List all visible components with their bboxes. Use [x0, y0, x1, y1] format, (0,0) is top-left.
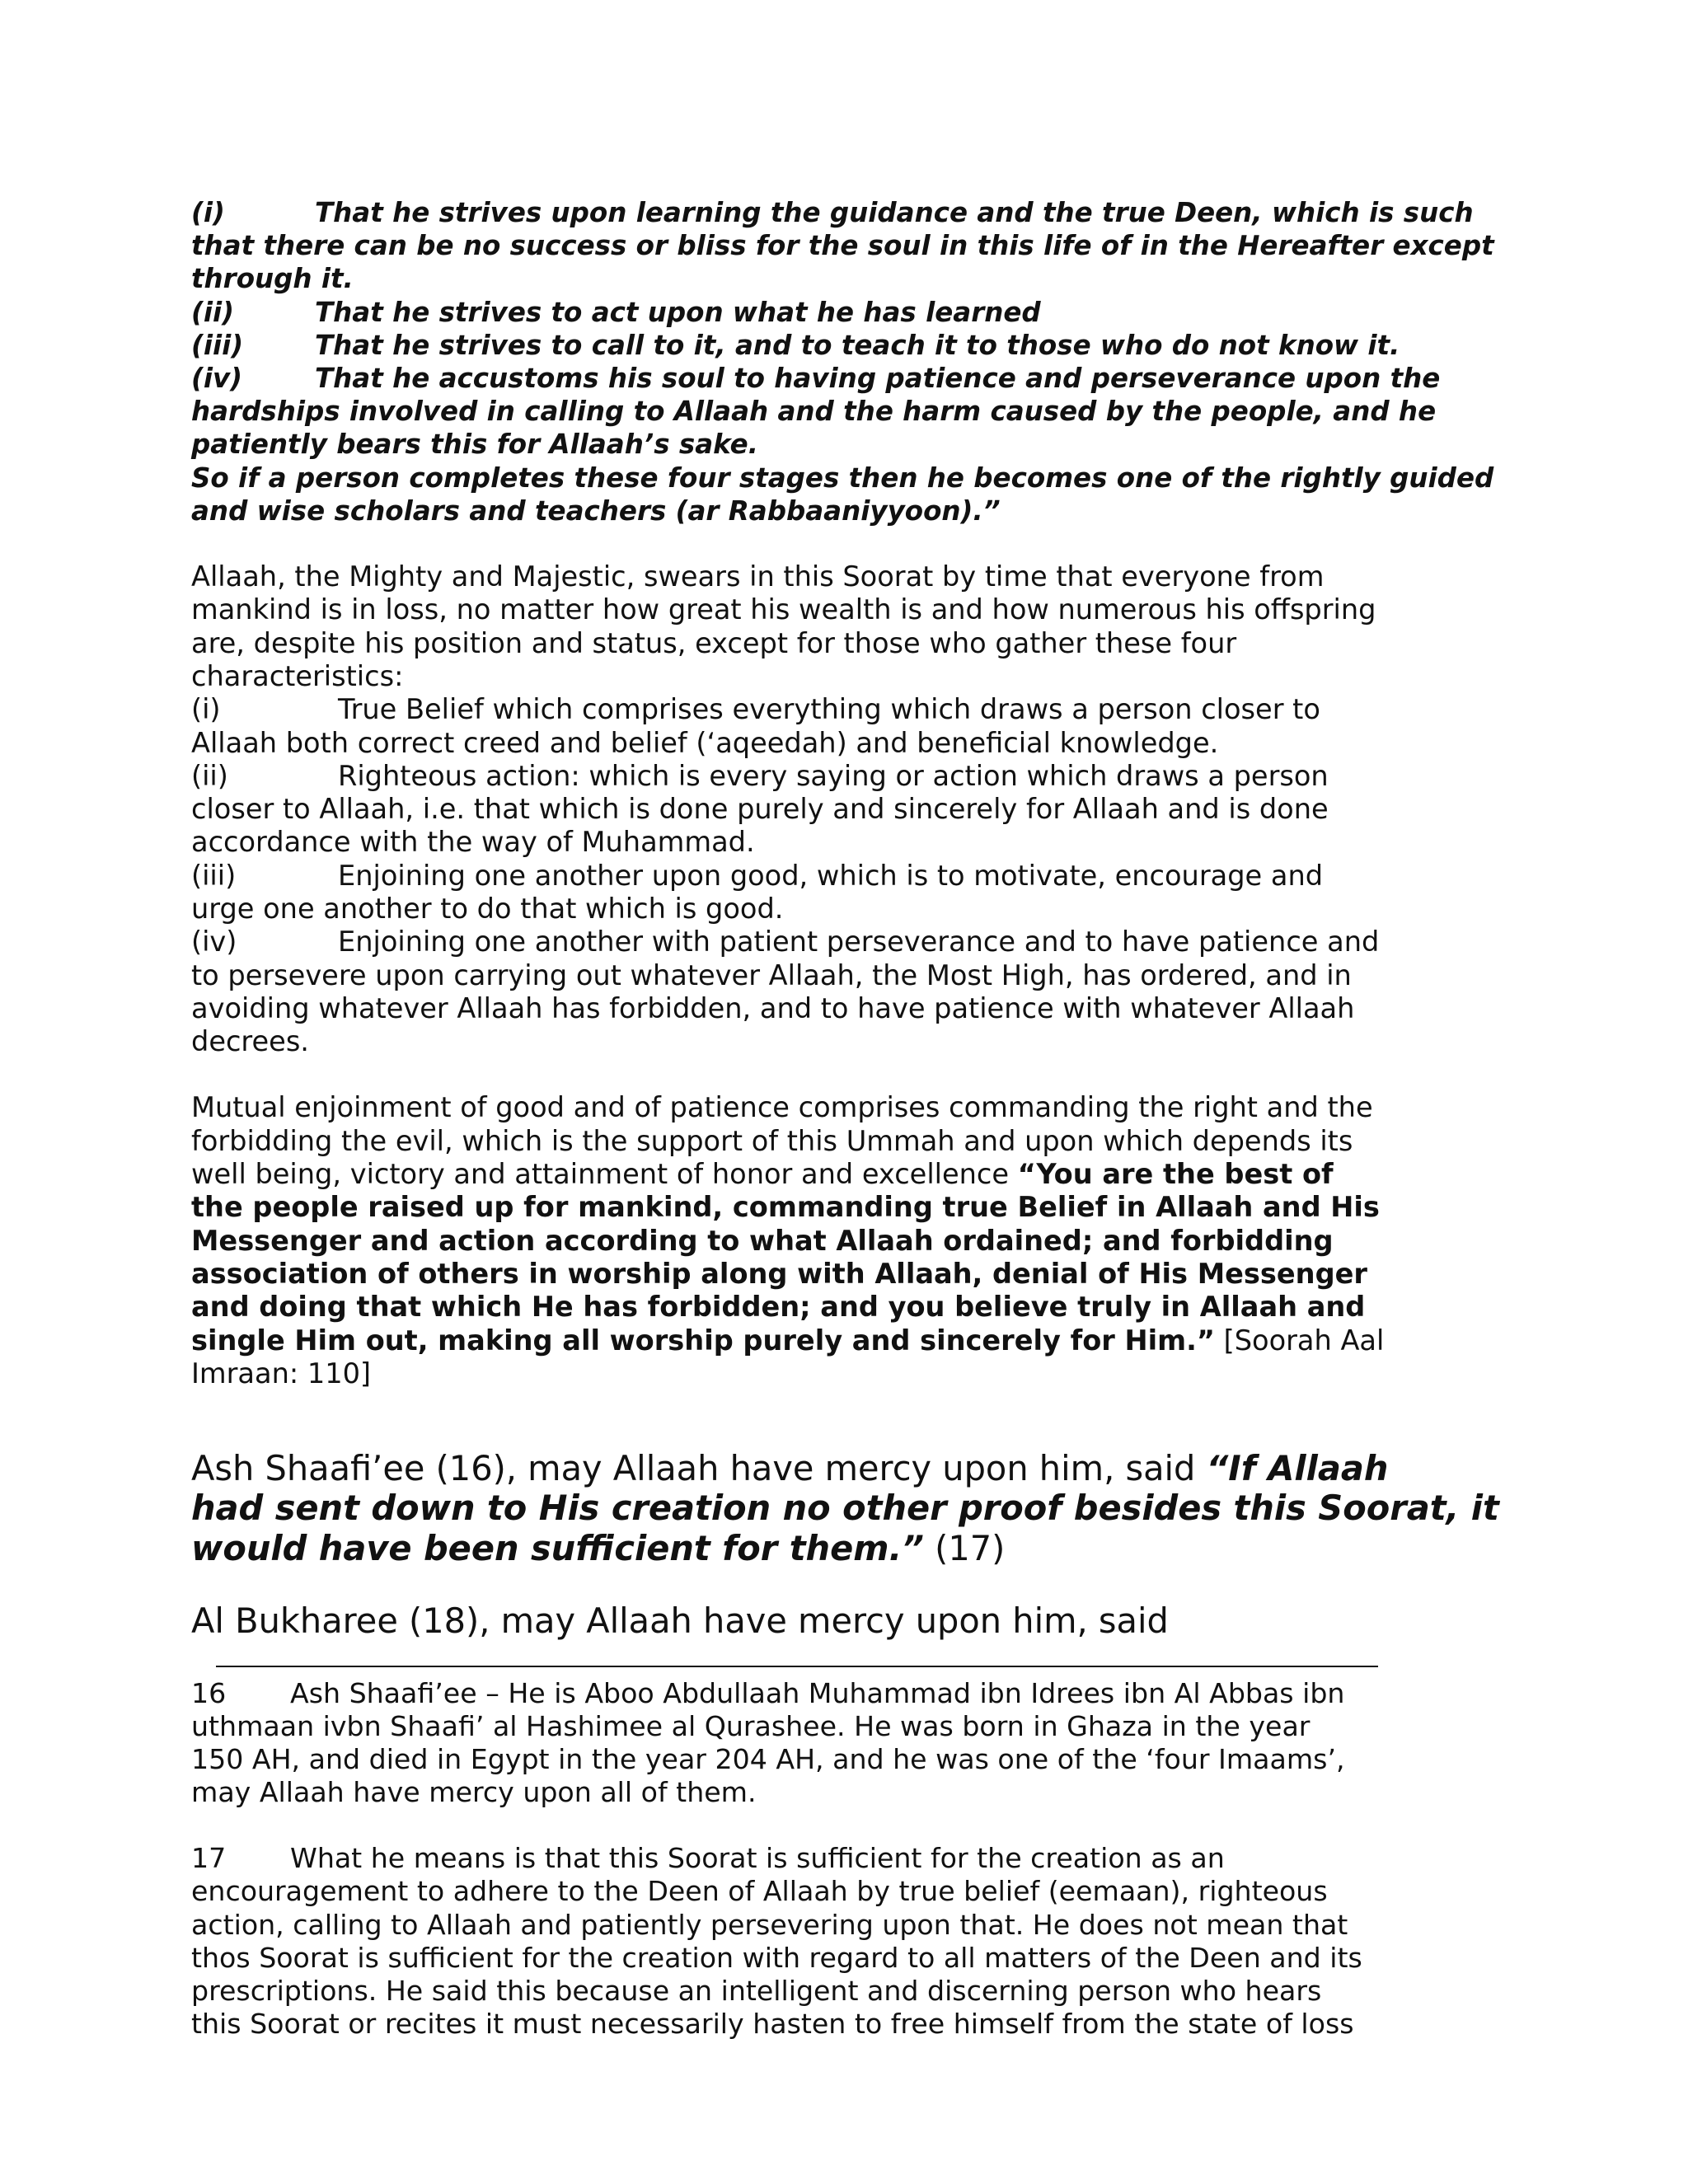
paragraph-mutual-enjoinment	[191, 1091, 1403, 1390]
paragraph-text: characteristics:	[191, 659, 404, 692]
footnote-text: uthmaan ivbn Shaafi’ al Hashimee al Qurashee. He was born in Ghaza in the year	[191, 1710, 1311, 1743]
paragraph-line	[191, 893, 1403, 926]
footnote-line	[191, 1776, 1403, 1809]
item-label: (iii)	[191, 859, 237, 892]
paragraph-line	[191, 693, 1403, 726]
paragraph-text: well being, victory and attainment of honor and excellence	[191, 1158, 1018, 1191]
paragraph-line	[191, 793, 1403, 826]
quote-line	[191, 494, 1403, 527]
verse-quote-line	[191, 1191, 1403, 1224]
paragraph-line	[191, 1324, 1403, 1357]
footnote-text: 150 AH, and died in Egypt in the year 204 AH, and he was one of the ‘four Imaams’,	[191, 1743, 1345, 1776]
paragraph-text: Mutual enjoinment of good and of patience comprises commanding the right and the	[191, 1091, 1373, 1124]
quote-text: hardships involved in calling to Allaah and the harm caused by the people, and he	[191, 396, 1437, 428]
verse-reference: [Soorah Aal	[1214, 1324, 1385, 1357]
paragraph-text: Al Bukharee (18), may Allaah have mercy upon him, said	[191, 1600, 1169, 1641]
paragraph-text: mankind is in loss, no matter how great his wealth is and how numerous his offspring	[191, 593, 1376, 626]
paragraph-soorat-explanation	[191, 560, 1403, 1058]
footnote-text: may Allaah have mercy upon all of them.	[191, 1776, 757, 1809]
item-label: (i)	[191, 197, 225, 228]
quote-text: So if a person completes these four stages then he becomes one of the rightly guided	[191, 462, 1494, 494]
item-label: (i)	[191, 693, 221, 726]
paragraph-line	[191, 1125, 1403, 1158]
paragraph-text: to persevere upon carrying out whatever Allaah, the Most High, has ordered, and in	[191, 958, 1352, 991]
paragraph-shaafiee	[191, 1448, 1499, 1568]
paragraph-text: Righteous action: which is every saying or action which draws a person	[338, 759, 1329, 792]
footnote-line	[191, 1909, 1403, 1942]
document-page	[191, 196, 1499, 2041]
verse-quote-text: “You are the best of	[1017, 1158, 1334, 1191]
paragraph-line	[191, 1357, 1403, 1390]
paragraph-line	[191, 560, 1403, 593]
quote-text: and wise scholars and teachers (ar Rabbaaniyyoon).”	[191, 494, 1001, 527]
item-label: (iv)	[191, 926, 237, 958]
paragraph-line	[191, 926, 1403, 958]
verse-quote-line	[191, 1291, 1403, 1324]
paragraph-text: Allaah both correct creed and belief (‘aqeedah) and beneficial knowledge.	[191, 726, 1219, 759]
footnote-text: action, calling to Allaah and patiently persevering upon that. He does not mean that	[191, 1908, 1348, 1941]
footnote-text: encouragement to adhere to the Deen of Allaah by true belief (eemaan), righteous	[191, 1875, 1328, 1908]
footnote-number: 17	[191, 1842, 227, 1875]
paragraph-text: Enjoining one another upon good, which is to motivate, encourage and	[338, 859, 1324, 892]
footnote-number: 16	[191, 1676, 227, 1709]
paragraph-line	[191, 727, 1403, 760]
paragraph-line	[191, 593, 1403, 626]
footnote-line	[191, 1842, 1403, 1875]
paragraph-text: accordance with the way of Muhammad.	[191, 826, 755, 859]
verse-quote-line	[191, 1258, 1403, 1291]
quote-line	[191, 196, 1474, 229]
paragraph-text: avoiding whatever Allaah has forbidden, and to have patience with whatever Allaah	[191, 991, 1355, 1024]
footnote-line	[191, 1975, 1403, 2008]
quote-text: would have been sufficient for them.”	[191, 1527, 924, 1568]
footnote-line	[191, 1875, 1403, 1908]
item-label: (iii)	[191, 329, 244, 361]
verse-quote-text: the people raised up for mankind, commanding true Belief in Allaah and His	[191, 1191, 1380, 1224]
quote-text: “If Allaah	[1206, 1448, 1389, 1489]
paragraph-text: closer to Allaah, i.e. that which is done purely and sincerely for Allaah and is done	[191, 793, 1329, 826]
paragraph-line	[191, 660, 1403, 693]
paragraph-text: forbidding the evil, which is the support of this Ummah and upon which depends its	[191, 1124, 1353, 1157]
verse-quote-text: single Him out, making all worship purely and sincerely for Him.”	[191, 1324, 1215, 1357]
paragraph-text: Ash Shaafi’ee (16), may Allaah have mercy upon him, said	[191, 1448, 1207, 1489]
footnote-text: prescriptions. He said this because an intelligent and discerning person who hears	[191, 1974, 1322, 2007]
paragraph-line	[191, 760, 1403, 793]
quote-text: That he accustoms his soul to having patience and perseverance upon the	[315, 363, 1441, 395]
footnote-text: thos Soorat is sufficient for the creation with regard to all matters of the Deen and its	[191, 1941, 1362, 1974]
verse-quote-line	[191, 1225, 1403, 1258]
paragraph-text: urge one another to do that which is good.	[191, 893, 784, 925]
paragraph-line	[191, 627, 1403, 660]
footnote-line	[191, 1677, 1403, 1710]
paragraph-text: Enjoining one another with patient perseverance and to have patience and	[338, 926, 1380, 958]
quote-line	[191, 329, 1403, 362]
paragraph-text: decrees.	[191, 1025, 309, 1058]
paragraph-line	[191, 1091, 1403, 1124]
quote-text: that there can be no success or bliss for the soul in this life of in the Hereafter except	[191, 230, 1494, 262]
footnote-text: Ash Shaafi’ee – He is Aboo Abdullaah Muhammad ibn Idrees ibn Al Abbas ibn	[290, 1676, 1345, 1709]
footnotes	[191, 1677, 1403, 2041]
verse-reference: Imraan: 110]	[191, 1357, 372, 1390]
footnote-line	[191, 2008, 1403, 2041]
quote-text: That he strives to call to it, and to teach it to those who do not know it.	[315, 329, 1400, 361]
quote-line	[191, 395, 1437, 428]
paragraph-text: are, despite his position and status, except for those who gather these four	[191, 626, 1237, 659]
footnote-line	[191, 1942, 1403, 1975]
footnote-text: this Soorat or recites it must necessarily hasten to free himself from the state of loss	[191, 2007, 1354, 2040]
quote-text: That he strives upon learning the guidance and the true Deen, which is such	[315, 197, 1474, 228]
paragraph-line	[191, 992, 1403, 1025]
footnote-reference: (17)	[923, 1527, 1006, 1568]
footnote-separator	[216, 1666, 1378, 1667]
item-label: (ii)	[191, 759, 228, 792]
footnote-line	[191, 1743, 1403, 1776]
paragraph-line	[191, 1025, 1403, 1058]
verse-quote-text: association of others in worship along with Allaah, denial of His Messenger	[191, 1257, 1367, 1290]
quote-line	[191, 462, 1494, 494]
paragraph-line	[191, 826, 1403, 859]
paragraph-line	[191, 1488, 1499, 1529]
footnote-line	[191, 1710, 1403, 1743]
quote-text: That he strives to act upon what he has learned	[315, 296, 1041, 328]
quote-line	[191, 296, 1403, 329]
quote-text: through it.	[191, 263, 354, 295]
paragraph-text: True Belief which comprises everything which draws a person closer to	[338, 693, 1320, 726]
quote-text: patiently bears this for Allaah’s sake.	[191, 429, 758, 461]
item-label: (ii)	[191, 296, 234, 328]
verse-quote-text: and doing that which He has forbidden; and you believe truly in Allaah and	[191, 1291, 1366, 1324]
verse-quote-text: Messenger and action according to what Allaah ordained; and forbidding	[191, 1224, 1334, 1257]
footnote-17	[191, 1842, 1403, 2041]
paragraph-line	[191, 1529, 1403, 1568]
paragraph-line	[191, 1158, 1403, 1191]
quote-line	[191, 262, 1403, 295]
item-label: (iv)	[191, 363, 243, 395]
paragraph-line	[191, 959, 1403, 992]
paragraph-line	[191, 1449, 1403, 1488]
paragraph-bukharee	[191, 1601, 1403, 1641]
quote-line	[191, 362, 1441, 395]
footnote-16	[191, 1677, 1403, 1809]
quote-line	[191, 428, 1403, 461]
paragraph-line	[191, 860, 1403, 893]
quote-block	[191, 196, 1494, 527]
paragraph-text: Allaah, the Mighty and Majestic, swears in this Soorat by time that everyone from	[191, 560, 1325, 593]
footnote-text: What he means is that this Soorat is sufficient for the creation as an	[290, 1842, 1225, 1875]
paragraph-line	[191, 1601, 1403, 1641]
quote-line	[191, 229, 1494, 262]
quote-text: had sent down to His creation no other proof besides this Soorat, it	[191, 1488, 1499, 1529]
